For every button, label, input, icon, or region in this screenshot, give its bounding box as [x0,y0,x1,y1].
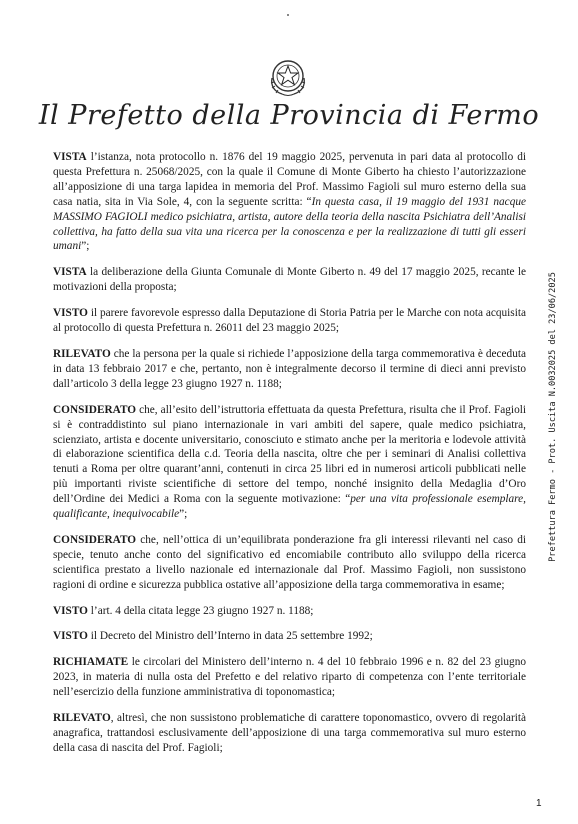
paragraph-text: il Decreto del Ministro dell’Interno in data 25 settembre 1992; [87,630,373,643]
paragraph-text-end: ”; [81,240,90,253]
paragraph-keyword: VISTA [53,266,87,279]
paragraph-text: il parere favorevole espresso dalla Deputazione di Storia Patria per le Marche con nota acquisita al protocollo di questa Prefettura n. 26011 del 23 maggio 2025; [53,307,526,335]
paragraph-text: che, nell’ottica di un’equilibrata ponderazione fra gli interessi rilevanti nel caso di specie, tenuto anche conto del significativo ed encomiabile contributo allo sviluppo della ricerca scientifica prestato a livello nazionale ed internazionale dal Prof. Massimo Fagioli, non sussistono ragioni di ordine e sicurezza pubblica ostative all’apposizione della targa commemorativa in esame; [53,533,526,591]
paragraph-keyword: RICHIAMATE [53,656,129,669]
paragraph-keyword: VISTO [53,604,88,617]
paragraph [53,403,526,522]
paragraph-text: che la persona per la quale si richiede l’apposizione della targa commemorativa è deceduta in data 13 febbraio 2017 e che, pertanto, non è integralmente decorso il termine di dieci anni previsto dall’articolo 3 della legge 23 giugno 1927 n. 1188; [53,347,526,390]
paragraph [53,655,526,700]
paragraph [53,306,526,336]
paragraph-text: , altresì, che non sussistono problematiche di carattere toponomastico, ovvero di regolarità anagrafica, trattandosi esclusivamente dell’apposizione di una targa commemorativa sul muro esterno della casa di nascita del Prof. Fagioli; [53,712,526,754]
paragraph-text: le circolari del Ministero dell’interno n. 4 del 10 febbraio 1996 e n. 82 del 23 giugno 2023, in materia di nulla osta del Prefetto e del relativo riparto di competenza con l’ente territoriale nell’esercizio della funzione amministrativa di toponomastica; [53,656,526,699]
paragraph [53,265,526,295]
paragraph [53,150,526,254]
paragraph [53,711,526,756]
italian-republic-emblem-icon [266,56,310,98]
document-body [53,150,526,767]
paragraph-keyword: RILEVATO [53,347,111,360]
paragraph-keyword: CONSIDERATO [53,533,137,546]
paragraph-text: che, all’esito dell’istruttoria effettuata da questa Prefettura, risulta che il Prof. Fagioli si è contraddistinto sul piano internazionale in vari ambiti del sapere, quale medico psichiatra, scienziato, artista e docente universitario, conosciuto e stimato anche per la meritoria e lodevole attività di elaborazione scientifica della c.d. Teoria della nascita, oltre che per i seminari di Analisi collettiva tenuti a Roma per oltre quarant’anni, contenuti in circa 25 libri ed in numerosi articoli pubblicati nelle più importanti riviste scientifiche di settore del tempo, nonché insignito della Medaglia d’Oro dell’Ordine dei Medici a Roma con la seguente motivazione: “ [53,403,526,506]
paragraph [53,604,526,619]
medal-motivation: per una vita professionale esemplare, qualificante, inequivocabile [53,493,526,521]
paragraph-text-end: ”; [179,508,188,521]
paragraph-keyword: VISTO [53,307,88,320]
paragraph [53,533,526,593]
paragraph-keyword: CONSIDERATO [53,403,137,416]
page-number: 1 [536,798,542,809]
paragraph [53,629,526,644]
document-title: Il Prefetto della Provincia di Fermo [38,100,540,131]
protocol-stamp: Prefettura Fermo - Prot. Uscita N.0032025 del 23/06/2025 [548,272,558,562]
plaque-inscription: In questa casa, il 19 maggio del 1931 nacque MASSIMO FAGIOLI medico psichiatra, artista, autore della teoria della nascita Psichiatra dell’Analisi collettiva, ha fatto della sua vita una ricerca per la conoscenza e per la realizzazione di tutti gli esseri umani [53,195,527,253]
paragraph-keyword: VISTA [53,151,87,163]
paragraph-text: l’art. 4 della citata legge 23 giugno 1927 n. 1188; [87,604,314,617]
scan-dot [287,14,289,16]
paragraph-text: la deliberazione della Giunta Comunale di Monte Giberto n. 49 del 17 maggio 2025, recante le motivazioni della proposta; [53,266,526,294]
paragraph-keyword: RILEVATO [53,712,111,725]
paragraph-keyword: VISTO [53,630,88,643]
paragraph-text: l’istanza, nota protocollo n. 1876 del 19 maggio 2025, pervenuta in pari data al protocollo di questa Prefettura n. 25068/2025, con la quale il Comune di Monte Giberto ha chiesto l’autorizzazione all’apposizione di una targa lapidea in memoria del Prof. Massimo Fagioli sul muro esterno della sua casa natia, sita in Via Sole, 4, con la seguente scritta: “ [53,151,526,208]
paragraph [53,347,526,392]
